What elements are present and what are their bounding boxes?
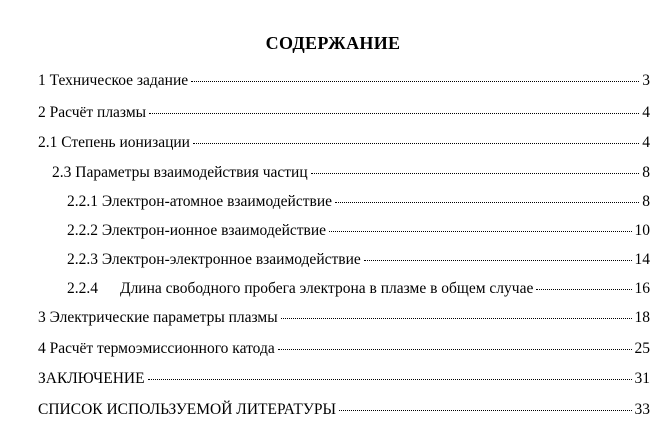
- toc-entry-number: 2.2.3: [67, 251, 98, 268]
- toc-entry-label: Электрон-ионное взаимодействие: [101, 222, 327, 239]
- toc-entry-number: 2.2.4: [67, 280, 98, 297]
- toc-entry-label: СПИСОК ИСПОЛЬЗУЕМОЙ ЛИТЕРАТУРЫ: [38, 401, 336, 418]
- toc-dot-leader: [364, 259, 632, 261]
- toc-entry-label: Электрон-электронное взаимодействие: [101, 251, 361, 268]
- toc-entry-label: Электрические параметры плазмы: [49, 309, 278, 326]
- toc-dot-leader: [149, 112, 639, 114]
- toc-entry-number: 1: [38, 72, 46, 89]
- toc-entry: [38, 72, 650, 90]
- toc-entry-label: Расчёт термоэмиссионного катода: [49, 340, 275, 357]
- toc-dot-leader: [329, 230, 631, 232]
- toc-entry-page: 25: [634, 340, 650, 357]
- toc-dot-leader: [193, 142, 639, 144]
- toc-entry-label: Расчёт плазмы: [49, 104, 147, 121]
- toc-dot-leader: [148, 378, 632, 380]
- toc-entry: [38, 134, 650, 152]
- toc-entry: [38, 309, 650, 327]
- toc-entry-label: Степень ионизации: [61, 134, 190, 151]
- toc-entry-number: 2.3: [52, 164, 72, 181]
- toc-entry: [67, 222, 650, 240]
- toc-entry: [67, 280, 650, 298]
- toc-entry-page: 4: [642, 104, 650, 121]
- toc-entry-label: ЗАКЛЮЧЕНИЕ: [38, 370, 145, 387]
- toc-entry-label: Параметры взаимодействия частиц: [75, 164, 308, 181]
- toc-entry-label: Электрон-атомное взаимодействие: [101, 193, 332, 210]
- toc-dot-leader: [191, 80, 639, 82]
- toc-entry-number: 2.1: [38, 134, 58, 151]
- toc-entry: [38, 370, 650, 388]
- toc-entry-page: 10: [634, 222, 650, 239]
- toc-entry-number: 2.2.1: [67, 193, 98, 210]
- toc-entry: [38, 340, 650, 358]
- toc-title: СОДЕРЖАНИЕ: [265, 33, 401, 53]
- toc-entry-page: 4: [642, 134, 650, 151]
- toc-entry-number: 4: [38, 340, 46, 357]
- toc-entry-page: 3: [642, 72, 650, 89]
- toc-entry: [67, 193, 650, 211]
- toc-dot-leader: [281, 317, 632, 319]
- toc-dot-leader: [339, 409, 632, 411]
- toc-entry: [67, 251, 650, 269]
- toc-entry-label: Длина свободного пробега электрона в плазме в общем случае: [120, 280, 534, 297]
- toc-entry-label: Техническое задание: [49, 72, 189, 89]
- toc-entry-number: 3: [38, 309, 46, 326]
- toc-entry-page: 31: [634, 370, 650, 387]
- toc-dot-leader: [536, 288, 631, 290]
- toc-dot-leader: [311, 172, 640, 174]
- toc-entry-page: 33: [634, 401, 650, 418]
- toc-dot-leader: [278, 348, 632, 350]
- toc-entry: [38, 401, 650, 419]
- toc-entry-number: 2: [38, 104, 46, 121]
- toc-entry-page: 18: [634, 309, 650, 326]
- toc-dot-leader: [335, 201, 639, 203]
- toc-entry-number: 2.2.2: [67, 222, 98, 239]
- toc-entry-page: 14: [634, 251, 650, 268]
- toc-entry-page: 16: [634, 280, 650, 297]
- toc-entry-page: 8: [642, 193, 650, 210]
- toc-entry: [38, 104, 650, 122]
- toc-entry-page: 8: [642, 164, 650, 181]
- toc-entry: [52, 164, 650, 182]
